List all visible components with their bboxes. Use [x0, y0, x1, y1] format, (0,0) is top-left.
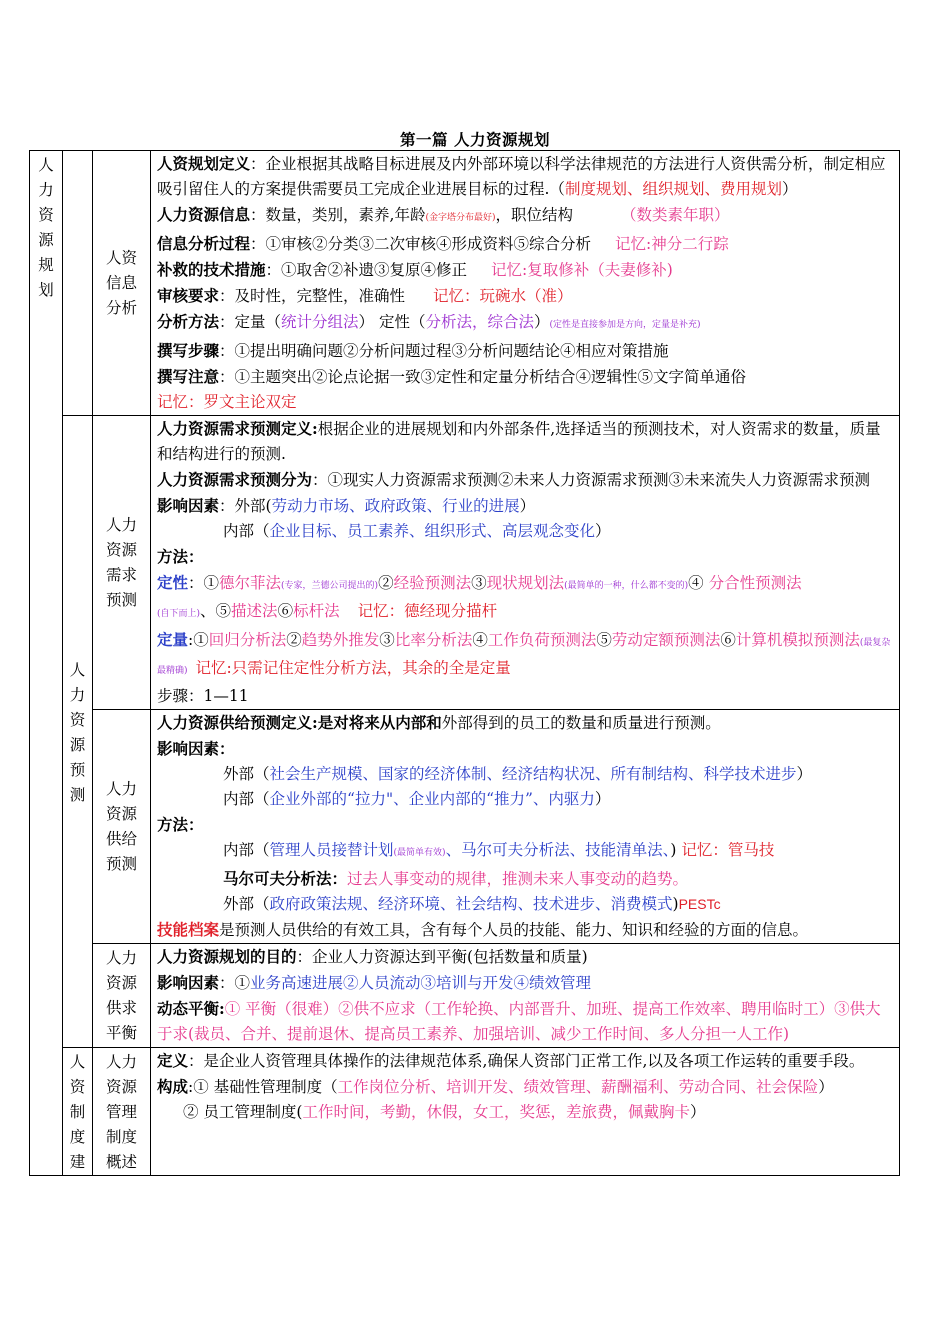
system-comp-2: ② 员工管理制度( [183, 1103, 303, 1121]
demand-quant-sim: 计算机模拟预测法 [735, 631, 860, 649]
info-note-mem: 记忆：罗文主论双定 [157, 393, 297, 411]
system-comp-1-pink: 工作岗位分析、培训开发、绩效管理、薪酬福利、劳动合同、社会保险 [337, 1078, 819, 1096]
demand-quant-5: ⑤ [596, 631, 612, 649]
outline-table [29, 150, 900, 1176]
demand-qual-sum: 分合性预测法 [708, 574, 802, 592]
demand-factor-int-blue: 企业目标、员工素养、组织形式、高层观念变化 [269, 522, 596, 540]
system-def-label: 定义 [157, 1051, 189, 1070]
topic-cell [93, 151, 151, 416]
info-fix-text: ：①取舍②补遗③复原④修正 [265, 261, 468, 279]
supply-skill-text: 是预测人员供给的有效工具，含有每个人员的技能、能力、知识和经验的方面的信息。 [219, 921, 809, 939]
info-step-text: ：①提出明确问题②分析问题过程③分析问题结论④相应对策措施 [219, 342, 669, 360]
balance-goal-label: 人力资源规划的目的 [157, 947, 297, 966]
content-cell-balance [151, 944, 900, 1048]
demand-factor-int-end: ） [595, 522, 611, 540]
demand-quant-4: ④ [472, 631, 488, 649]
supply-ext-end: ） [796, 765, 813, 783]
demand-quant-1: :① [188, 631, 209, 649]
demand-quant-3: ③ [379, 631, 395, 649]
demand-qual-desc: 描述法 [231, 602, 278, 620]
system-comp-label: 构成 [157, 1077, 189, 1096]
supply-m-int: 内部（ [223, 841, 270, 859]
info-def-label: 人资规划定义 [157, 154, 251, 173]
demand-quant-sim-sm: (最复杂最精确) [157, 638, 891, 676]
supply-skill-label: 技能档案 [157, 920, 220, 939]
system-comp-2-pink: 工作时间，考勤，休假，女工，奖惩，差旅费，佩戴胸卡 [302, 1103, 690, 1121]
demand-def-text: 根据企业的进展规划和内外部条件,选择适当的预测技术，对人资需求的数量，质量和结构进行的预测. [157, 420, 881, 463]
demand-qual-delphi: 德尔菲法 [219, 574, 282, 592]
info-meth-small: (定性是直接参加是方向，定量是补充) [549, 320, 701, 330]
supply-markov-label: 马尔可夫分析法 [223, 869, 332, 888]
balance-dyn-pink: ① 平衡（很难）②供不应求（工作轮换、内部晋升、加班、提高工作效率、聘用临时工）③供大于求(裁员、合并、提前退休、提高员工素养、加强培训、减少工作时间、多人分担一人工作) [157, 1000, 881, 1043]
demand-qual-delphi-sm: (专家，兰德公司提出的) [281, 581, 379, 591]
demand-factor-ext-blue: 劳动力市场、政府政策、行业的进展 [271, 497, 520, 515]
table-row [30, 1048, 900, 1176]
demand-quant-6: ⑥ [720, 631, 736, 649]
supply-def-text2: 外部得到的员工的数量和质量进行预测。 [441, 714, 721, 732]
supply-int: 内部（ [223, 790, 270, 808]
system-comp-1: :① 基础性管理制度（ [188, 1078, 338, 1096]
info-note-label: 撰写注意 [157, 367, 220, 386]
balance-factor-text: ：① [219, 974, 251, 992]
info-src-mem: （数类素年职） [621, 206, 730, 224]
demand-qual-3: ③ [471, 574, 487, 592]
group-cell-system [63, 1048, 93, 1176]
info-def-red: 制度规划、组织规划、费用规划 [564, 180, 782, 198]
info-src-label: 人力资源信息 [157, 205, 251, 224]
supply-m-int-blue1: 管理人员接替计划 [269, 841, 394, 859]
info-meth-text3: ） [534, 313, 550, 331]
demand-qual-4: ④ [688, 574, 704, 592]
supply-ext-blue: 社会生产规模、国家的经济体制、经济结构状况、所有制结构、科学技术进步 [269, 765, 797, 783]
supply-markov-colon: ： [331, 869, 348, 888]
supply-m-ext: 外部（ [223, 895, 270, 913]
demand-quant-2: ② [286, 631, 302, 649]
supply-m-ext-end: ) [672, 895, 679, 913]
supply-m-int-mem: 记忆：管马技 [681, 841, 775, 859]
table-row [30, 944, 900, 1048]
topic-label-supply: 人力资源供给预测 [105, 779, 137, 873]
info-meth-label: 分析方法 [157, 312, 220, 331]
supply-int-end: ） [594, 790, 611, 808]
topic-cell [93, 710, 151, 944]
demand-qual-mem: 记忆：德经现分描杆 [357, 602, 498, 620]
balance-dyn-colon: : [219, 999, 225, 1018]
demand-qual-label: 定性 [157, 573, 189, 592]
page-title: 第一篇 人力资源规划 [400, 130, 550, 149]
info-meth-text2: ） 定性（ [358, 313, 426, 331]
info-src-text: ：数量，类别，素养,年龄 [250, 206, 426, 224]
topic-label-info: 人资信息分析 [105, 248, 137, 317]
supply-def-label: 人力资源供给预测定义: [157, 713, 318, 732]
info-req-mem: 记忆：玩碗水（准） [433, 287, 573, 305]
group-label-system: 人资制度建 [69, 1053, 86, 1171]
info-proc-label: 信息分析过程 [157, 234, 251, 253]
demand-quant-reg: 回归分析法 [208, 631, 287, 649]
info-def-end: ） [781, 180, 798, 198]
info-note-text: ：①主题突出②论点论据一致③定性和定量分析结合④逻辑性⑤文字简单通俗 [219, 368, 747, 386]
topic-cell [93, 1048, 151, 1176]
supply-m-ext-blue: 政府政策法规、经济环境、社会结构、技术进步、消费模式 [269, 895, 673, 913]
demand-method-label: 方法 [157, 547, 189, 566]
demand-steps: 步骤：1—11 [157, 687, 249, 705]
demand-def-label: 人力资源需求预测定义: [157, 419, 318, 438]
balance-dyn-label: 动态平衡 [157, 999, 220, 1018]
demand-qual-now-sm: (最简单的一种，什么都不变的) [564, 581, 689, 591]
info-proc-mem: 记忆:神分二行踪 [615, 235, 729, 253]
info-proc-text: ：①审核②分类③二次审核④形成资料⑤综合分析 [250, 235, 592, 253]
info-req-text: ：及时性，完整性，准确性 [219, 287, 406, 305]
info-src-text2: ，职位结构 [495, 206, 573, 224]
group-cell-blank [63, 151, 93, 416]
demand-qual-2: ② [378, 574, 394, 592]
group-label-forecast: 人力资源预测 [69, 660, 86, 804]
demand-qual-exp: 经验预测法 [393, 574, 472, 592]
demand-quant-load: 工作负荷预测法 [487, 631, 597, 649]
content-cell-demand [151, 416, 900, 710]
info-fix-label: 补救的技术措施 [157, 260, 266, 279]
demand-quant-ratio: 比率分析法 [394, 631, 473, 649]
demand-factor-label: 影响因素 [157, 496, 220, 515]
supply-int-blue: 企业外部的“拉力"、企业内部的“推力”、内驱力 [269, 790, 595, 808]
demand-qual-1: ：① [188, 574, 220, 592]
supply-ext: 外部（ [223, 765, 270, 783]
supply-m-int-blue2: 、马尔可夫分析法、技能清单法、 [445, 841, 671, 859]
demand-qual-6: ⑥ [277, 602, 294, 620]
supply-m-int-sm: (最简单有效) [393, 848, 446, 858]
topic-label-system: 人力资源管理制度概述 [105, 1053, 137, 1171]
system-def-text: ：是企业人资管理具体操作的法律规范体系,确保人资部门正常工作,以及各项工作运转的重要手段。 [188, 1052, 865, 1070]
demand-quant-labor: 劳动定额预测法 [611, 631, 721, 649]
info-step-label: 撰写步骤 [157, 341, 220, 360]
demand-kind-text: ：①现实人力资源需求预测②未来人力资源需求预测③未来流失人力资源需求预测 [312, 471, 871, 489]
demand-kind-label: 人力资源需求预测分为 [157, 470, 313, 489]
topic-label-demand: 人力资源需求预测 [105, 515, 137, 609]
demand-quant-trend: 趋势外推发 [301, 631, 380, 649]
info-req-label: 审核要求 [157, 286, 220, 305]
demand-qual-sum-sm: (自下而上) [157, 609, 201, 619]
section-cell [30, 151, 63, 1176]
topic-cell [93, 416, 151, 710]
info-src-small: (金字塔分布最好) [425, 213, 496, 223]
supply-def-text: 是对将来从内部和 [317, 713, 442, 732]
demand-qual-now: 现状规划法 [486, 574, 565, 592]
content-cell-info [151, 151, 900, 416]
table-row [30, 710, 900, 944]
table-row [30, 416, 900, 710]
demand-method-colon: ： [188, 547, 204, 566]
supply-factor-colon: ： [219, 739, 235, 758]
supply-method-colon: ： [188, 815, 204, 834]
demand-factor-ext: ：外部( [219, 497, 272, 515]
info-fix-mem: 记忆:复取修补（夫妻修补) [491, 261, 673, 279]
content-cell-system [151, 1048, 900, 1176]
info-meth-p1: 统计分组法 [281, 313, 359, 331]
section-label: 人力资源规划 [38, 156, 54, 299]
supply-factor-label: 影响因素 [157, 739, 220, 758]
balance-factor-blue: 业务高速进展②人员流动③培训与开发④绩效管理 [250, 974, 592, 992]
demand-qual-5: 、⑤ [200, 602, 232, 620]
demand-qual-bench: 标杆法 [293, 602, 340, 620]
demand-quant-mem: 记忆:只需记住定性分析方法，其余的全是定量 [195, 659, 511, 677]
info-meth-p2: 分析法，综合法 [425, 313, 534, 331]
info-meth-text: ：定量（ [219, 313, 282, 331]
topic-cell [93, 944, 151, 1048]
balance-goal-text: ：企业人力资源达到平衡(包括数量和质量) [296, 948, 588, 966]
demand-factor-ext-end: ） [519, 497, 536, 515]
balance-factor-label: 影响因素 [157, 973, 220, 992]
system-comp-1-end: ） [818, 1078, 834, 1096]
table-row [30, 151, 900, 416]
info-def-text: ：企业根据其战略目标进展及内外部环境以科学法律规范的方法进行人资供需分析，制定相应吸引留住人的方案提供需要员工完成企业进展目标的过程.（ [157, 155, 886, 198]
topic-label-balance: 人力资源供求平衡 [105, 948, 137, 1042]
supply-markov-pink: 过去人事变动的规律，推测未来人事变动的趋势。 [347, 870, 689, 888]
supply-method-label: 方法 [157, 815, 189, 834]
system-comp-2-end: ） [690, 1103, 706, 1121]
supply-m-int-end: ) [670, 841, 677, 859]
content-cell-supply [151, 710, 900, 944]
supply-pest: PESTc [678, 896, 721, 912]
group-cell-forecast [63, 416, 93, 1048]
demand-factor-int: 内部（ [223, 522, 270, 540]
demand-quant-label: 定量 [157, 630, 189, 649]
